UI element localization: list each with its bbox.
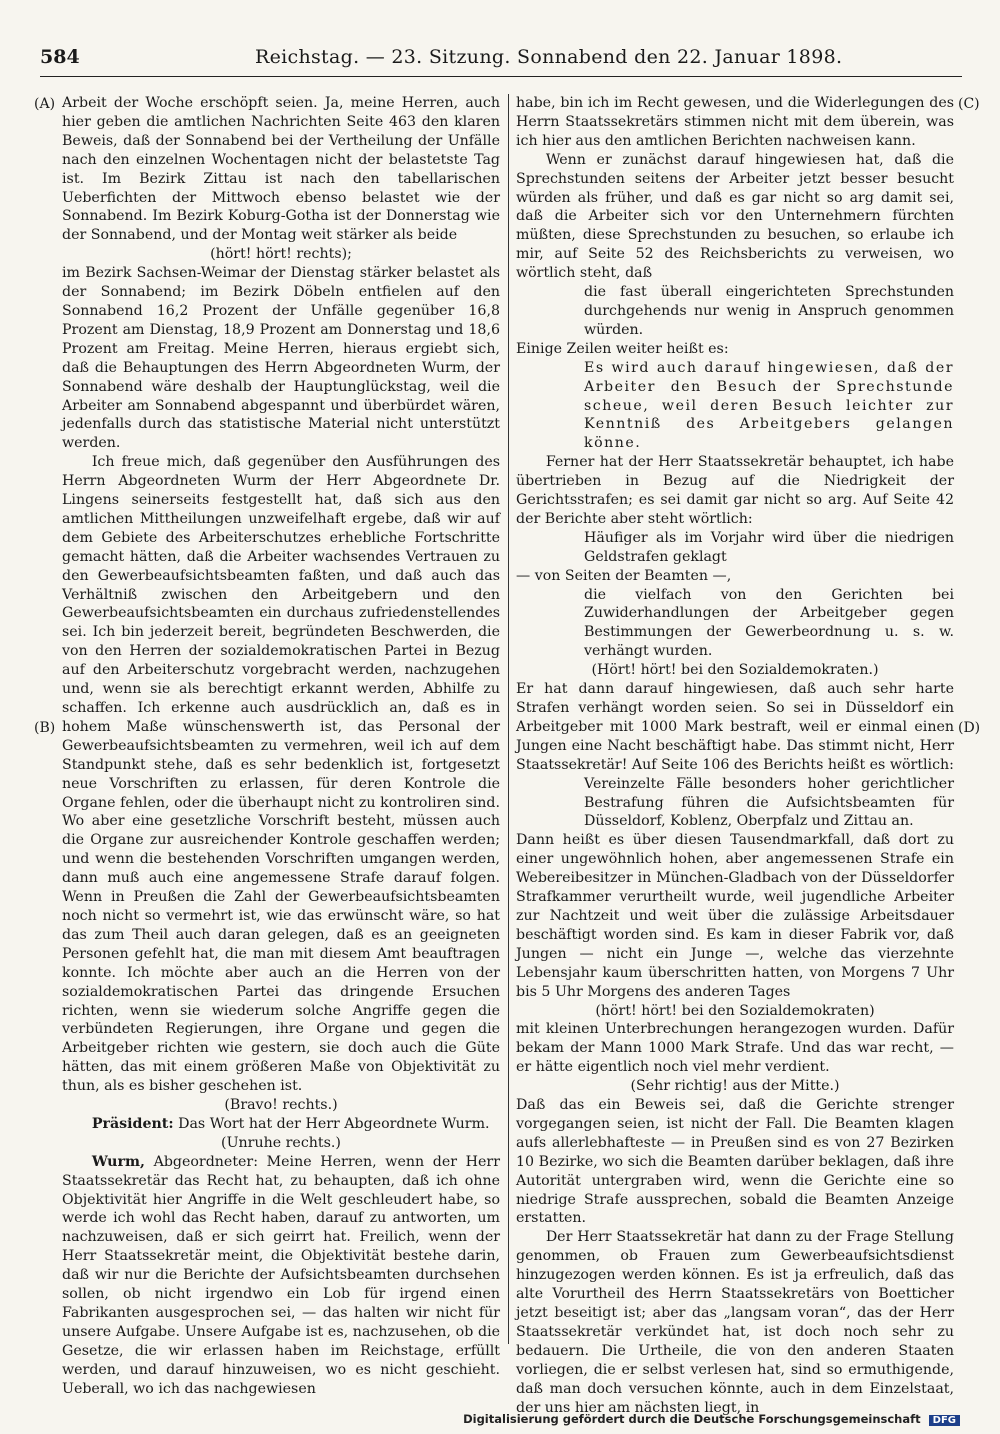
paragraph: Dann heißt es über diesen Tausendmarkfall, daß dort zu einer ungewöhnlich hohen, aber angemessenen Strafe ein Webereibesitzer in München-Gladbach von der Düsseldorfer Strafkammer verurtheilt wurde, weil jugendliche Arbeiter zur Nachtzeit und weit über die zulässige Arbeitsdauer beschäftigt worden sind. Es kam in dieser Fabrik vor, daß Jungen — nicht ein Junge —, welche das vierzehnte Lebensjahr kaum überschritten hatten, von Morgens 7 Uhr bis 5 Uhr Morgens des anderen Tages (516, 832, 954, 1000)
paragraph: Arbeit der Woche erschöpft seien. Ja, meine Herren, auch hier geben die amtlichen Nachrichten Seite 463 den klaren Beweis, daß der Sonnabend bei der Vertheilung der Unfälle nach den einzelnen Wochentagen nicht der belastetste Tag ist. Im Bezirk Zittau ist nach den tabellarischen Ueberfichten der Mittwoch ebenso belastet wie der Sonnabend. Im Bezirk Koburg-Gotha ist der Donnerstag wie der Sonnabend, und der Montag weit stärker als beide (62, 95, 500, 244)
page-number: 584 (40, 46, 80, 68)
margin-marker-a: (A) (34, 96, 56, 112)
paragraph: Ich freue mich, daß gegenüber den Ausführungen des Herrn Abgeordneten Wurm der Herr Abgeordnete Dr. Lingens seinerseits festgestellt hat, daß sich aus den amtlichen Mittheilungen unzweifelhaft ergebe, daß wir auf dem Gebiete des Arbeiterschutzes erhebliche Fortschritte gemacht hätten, daß die Arbeiter wachsendes Vertrauen zu den Gewerbeaufsichtsbeamten faßten, und daß auch das Verhältniß zwischen den Arbeitgebern und den Gewerbeaufsichtsbeamten ein durchaus zufriedenstellendes sei. Ich bin jederzeit bereit, begründeten Beschwerden, die von den Herren der sozialdemokratischen Partei in Bezug auf den Arbeiterschutz vorgebracht werden, nachzugehen und, wenn sie als berechtigt erkannt werden, Abhilfe zu schaffen. Ich erkenne auch ausdrücklich an, daß es in hohem Maße wünschenswerth ist, das Personal der Gewerbeaufsichtsbeamten zu vermehren, weil ich auf dem Standpunkt stehe, daß es sehr bedenklich ist, fortgesetzt neue Vorschriften zu erlassen, für deren Kontrole die Organe fehlen, oder die überhaupt nicht zu kontroliren sind. Wo aber eine gesetzliche Vorschrift besteht, müssen auch die Organe zur ausreichender Kontrole geschaffen werden; und wenn die bestehenden Vorschriften umgangen werden, dann muß auch eine angemessene Strafe darauf folgen. Wenn in Preußen die Zahl der Gewerbeaufsichtsbeamten noch nicht so vermehrt ist, wie das erwünscht wäre, so hat das zum Theil auch daran gelegen, daß es an geeigneten Personen gefehlt hat, die man mit diesem Amt beauftragen konnte. Ich möchte aber auch an die Herren von der sozialdemokratischen Partei das dringende Ersuchen richten, wenn sie wiederum solche Angriffe gegen die verbündeten Regierungen, ihre Organe und gegen die Arbeitgeber richten wie gestern, sie doch auch die Güte hätten, das mit einem größeren Maße von Objektivität zu thun, als es bisher geschehen ist. (62, 454, 500, 1095)
interjection: (Sehr richtig! aus der Mitte.) (630, 1078, 840, 1095)
block-quote: Vereinzelte Fälle besonders hoher gerichtlicher Bestrafung führen die Aufsichtsbeamten für Düsseldorf, Koblenz, Oberpfalz und Zittau an. (584, 775, 954, 830)
block-quote: Es wird auch darauf hingewiesen, daß der Arbeiter den Besuch der Sprechstunde scheue, weil deren Besuch leichter zur Kenntniß des Arbeitgebers gelangen könne. (584, 359, 954, 452)
paragraph: Er hat dann darauf hingewiesen, daß auch sehr harte Strafen verhängt worden seien. So sei in Düsseldorf ein Arbeitgeber mit 1000 Mark bestraft, weil er einmal einen Jungen eine Nacht beschäftigt habe. Das stimmt nicht, Herr Staatssekretär! Auf Seite 106 des Berichts heißt es wörtlich: (516, 681, 954, 773)
paragraph: habe, bin ich im Recht gewesen, und die Widerlegungen des Herrn Staatssekretärs stimmen nicht mit dem überein, was ich hier aus den amtlichen Berichten nachweisen kann. (516, 95, 954, 149)
interjection: (Hört! hört! bei den Sozialdemokraten.) (591, 662, 879, 679)
speaker-paragraph (62, 1115, 500, 1134)
left-column (62, 94, 500, 1397)
block-quote: die fast überall eingerichteten Sprechstunden durchgehends nur wenig in Anspruch genommen würden. (584, 284, 954, 338)
speaker-name: Präsident: (91, 1115, 174, 1132)
column-divider (508, 94, 509, 1344)
paragraph: Daß das ein Beweis sei, daß die Gerichte strenger vorgegangen seien, ist nicht der Fall. Die Beamten klagen aufs allerlebhafteste — in Preußen sind es von 27 Bezirken 10 Bezirke, wo sich die Beamten darüber beklagen, daß ihre Autorität untergraben wird, wenn die Gerichte eine so niedrige Strafe aussprechen, sobald die Beamten Anzeige erstatten. (516, 1097, 954, 1227)
right-column (516, 94, 954, 1416)
running-title: Reichstag. — 23. Sitzung. Sonnabend den 22. Januar 1898. (255, 46, 843, 68)
interjection: (Bravo! rechts.) (224, 1097, 338, 1114)
footer-credit (463, 1412, 960, 1426)
margin-marker-c: (C) (958, 96, 980, 112)
quote-insert: — von Seiten der Beamten —, (516, 567, 732, 584)
dfg-logo: DFG (929, 1415, 960, 1426)
paragraph: Wenn er zunächst darauf hingewiesen hat, daß die Sprechstunden seitens der Arbeiter jetzt besser besucht würden als früher, und daß es gar nicht so arg damit sei, daß die Arbeiter sich vor den Unternehmern fürchten müßten, diese Sprechstunden zu besuchen, so erlaube ich mir, auf Seite 52 des Reichsberichts zu verweisen, wo wörtlich steht, daß (516, 151, 954, 282)
paragraph: Ferner hat der Herr Staatssekretär behauptet, ich habe übertrieben in Bezug auf die Niedrigkeit der Gerichtsstrafen; es sei damit gar nicht so arg. Auf Seite 42 der Berichte aber steht wörtlich: (516, 454, 954, 527)
paragraph: mit kleinen Unterbrechungen herangezogen wurden. Dafür bekam der Mann 1000 Mark Strafe. Und das war recht, — er hätte eigentlich noch viel mehr verdient. (516, 1021, 954, 1076)
interjection: (hört! hört! rechts); (210, 246, 352, 263)
paragraph: Einige Zeilen weiter heißt es: (516, 340, 729, 357)
speech-text: Abgeordneter: Meine Herren, wenn der Herr Staatssekretär das Recht hat, zu behaupten, daß ich ohne Objektivität hier Angriffe in die Welt geschleudert habe, so werde ich wohl das Recht haben, darauf zu antworten, um nachzuweisen, daß er sich geirrt hat. Freilich, wenn der Herr Staatssekretär meint, die Objektivität bestehe darin, daß wir nur die Berichte der Aufsichtsbeamten durchsehen sollen, ob nicht irgendwo ein Lob für irgend einen Fabrikanten ausgesprochen sei, — das halten wir nicht für unsere Aufgabe. Unsere Aufgabe ist es, nachzusehen, ob die Gesetze, die wir erlassen haben im Reichstage, erfüllt werden, und darauf hinzuweisen, wo es nicht geschieht. Ueberall, wo ich das nachgewiesen (62, 1153, 500, 1397)
speech-text: Das Wort hat der Herr Abgeordnete Wurm. (178, 1115, 490, 1132)
header-rule (40, 76, 962, 77)
footer-text: Digitalisierung gefördert durch die Deutsche Forschungsgemeinschaft (463, 1412, 921, 1426)
block-quote: Häufiger als im Vorjahr wird über die niedrigen Geldstrafen geklagt (584, 529, 954, 565)
margin-marker-d: (D) (958, 720, 981, 736)
speaker-name: Wurm, (91, 1153, 145, 1170)
speaker-paragraph (62, 1153, 500, 1399)
margin-marker-b: (B) (34, 720, 56, 736)
interjection: (Unruhe rechts.) (221, 1134, 341, 1151)
page-header (40, 42, 960, 72)
paragraph: Der Herr Staatssekretär hat dann zu der Frage Stellung genommen, ob Frauen zum Gewerbeaufsichtsdienst hinzugezogen werden können. Es ist ja erfreulich, daß das alte Vorurtheil des Herrn Staatssekretärs von Boetticher jetzt beseitigt ist; aber das „langsam voran“, das der Herr Staatssekretär verkündet hat, ist doch noch sehr zu bedauern. Die Urtheile, die von den anderen Staaten vorliegen, die er selbst verlesen hat, sind so ermuthigende, daß man doch versuchen könnte, auch in dem Einzelstaat, der uns hier am nächsten liegt, in (516, 1229, 954, 1416)
block-quote: die vielfach von den Gerichten bei Zuwiderhandlungen der Arbeitgeber gegen Bestimmungen der Gewerbeordnung u. s. w. verhängt wurden. (584, 586, 954, 660)
interjection: (hört! hört! bei den Sozialdemokraten) (595, 1002, 875, 1019)
paragraph: im Bezirk Sachsen-Weimar der Dienstag stärker belastet als der Sonnabend; im Bezirk Döbeln entfielen auf den Sonnabend 16,2 Prozent der Unfälle gegenüber 16,8 Prozent am Dienstag, 18,9 Prozent am Donnerstag und 18,6 Prozent am Freitag. Meine Herren, hieraus ergiebt sich, daß die Behauptungen des Herrn Abgeordneten Wurm, der Sonnabend wäre deshalb der Hauptunglückstag, weil die Arbeiter am Sonnabend abgespannt und überbürdet wären, jedenfalls durch das statistische Material nicht unterstützt werden. (62, 265, 500, 452)
